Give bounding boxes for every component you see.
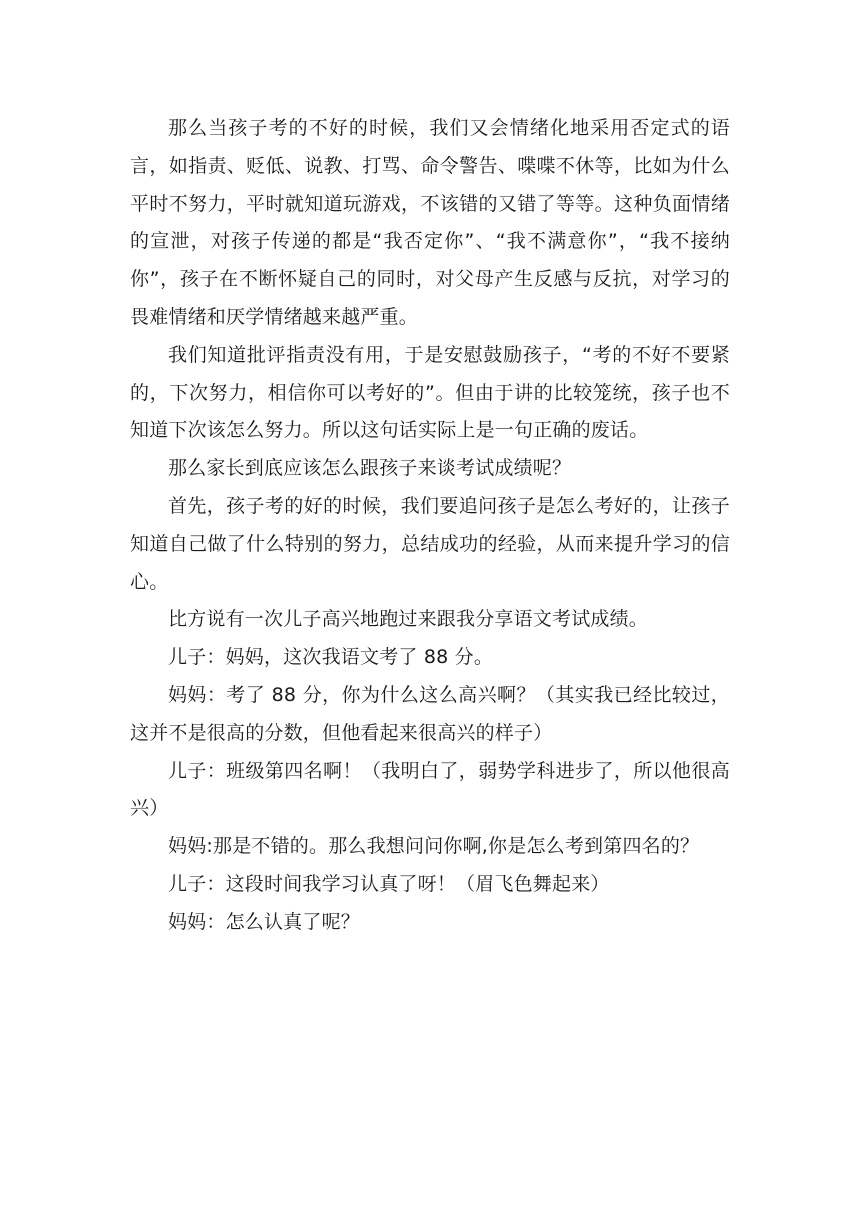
dialogue-line-son-3: 儿子：这段时间我学习认真了呀！（眉飞色舞起来） (168, 872, 610, 895)
paragraph-3: 那么家长到底应该怎么跟孩子来谈考试成绩呢？ (168, 457, 572, 480)
paragraph-2: 我们知道批评指责没有用，于是安慰鼓励孩子，“考的不好不要紧的，下次努力，相信你可以考好的”。但由于讲的比较笼统，孩子也不知道下次该怎么努力。所以这句话实际上是一句正确的废话。 (130, 343, 730, 442)
dialogue-line-son-2: 儿子：班级第四名啊！（我明白了，弱势学科进步了，所以他很高兴） (130, 759, 730, 820)
dialogue-line-mom-2: 妈妈:那是不错的。那么我想问问你啊,你是怎么考到第四名的？ (168, 835, 700, 858)
paragraph-5: 比方说有一次儿子高兴地跑过来跟我分享语文考试成绩。 (168, 608, 649, 631)
paragraph-4: 首先，孩子考的好的时候，我们要追问孩子是怎么考好的，让孩子知道自己做了什么特别的努力，总结成功的经验，从而来提升学习的信心。 (130, 494, 730, 593)
document-body (130, 110, 730, 942)
paragraph-1: 那么当孩子考的不好的时候，我们又会情绪化地采用否定式的语言，如指责、贬低、说教、打骂、命令警告、喋喋不休等，比如为什么平时不努力，平时就知道玩游戏，不该错的又错了等等。这种负面情绪的宣泄，对孩子传递的都是“我否定你”、“我不满意你”，“我不接纳你”，孩子在不断怀疑自己的同时，对父母产生反感与反抗，对学习的畏难情绪和厌学情绪越来越严重。 (130, 117, 730, 328)
dialogue-line-mom-1: 妈妈：考了 88 分，你为什么这么高兴啊？（其实我已经比较过，这并不是很高的分数，但他看起来很高兴的样子） (130, 683, 730, 744)
dialogue-line-son-1: 儿子：妈妈，这次我语文考了 88 分。 (168, 646, 494, 669)
dialogue-line-mom-3: 妈妈：怎么认真了呢？ (168, 910, 361, 933)
